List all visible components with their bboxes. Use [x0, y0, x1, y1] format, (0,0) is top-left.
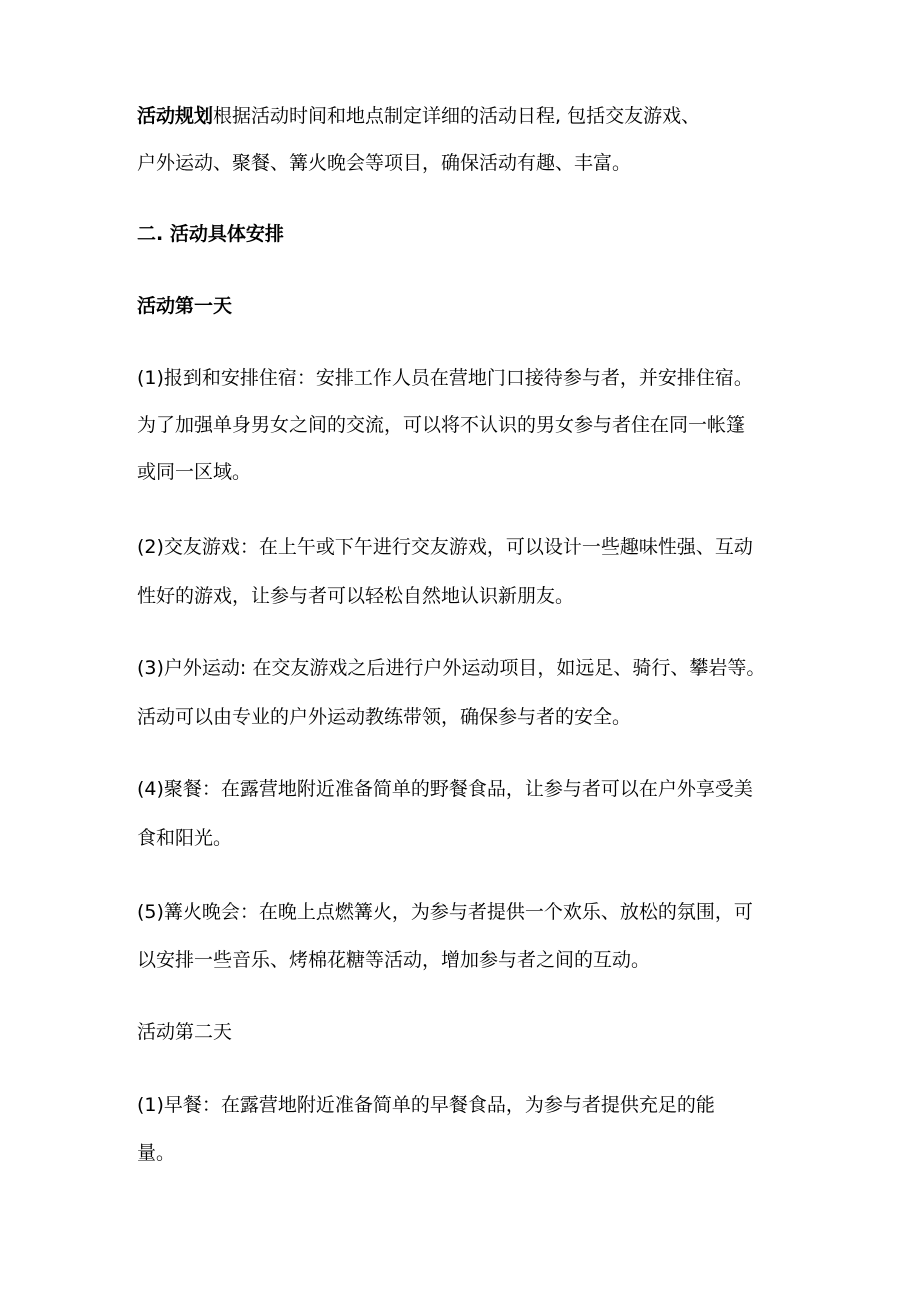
intro-line-2: 户外运动、聚餐、篝火晚会等项目，确保活动有趣、丰富。 — [137, 152, 632, 174]
intro-lead: 活动规划 — [137, 105, 214, 127]
day1-item-1-line-3: 或同一区域。 — [137, 461, 252, 483]
day1-item-3-line-2: 活动可以由专业的户外运动教练带领，确保参与者的安全。 — [137, 706, 632, 728]
day1-item-2-line-1: (2)交友游戏：在上午或下午进行交友游戏，可以设计一些趣味性强、互动 — [137, 536, 753, 558]
day1-item-1-line-1: (1)报到和安排住宿：安排工作人员在营地门口接待参与者，并安排住宿。 — [137, 367, 753, 389]
intro-line-1 — [137, 104, 700, 128]
day1-heading: 活动第一天 — [137, 295, 233, 317]
day1-item-1-line-2: 为了加强单身男女之间的交流，可以将不认识的男女参与者住在同一帐篷 — [137, 414, 746, 436]
day1-item-4-line-1: (4)聚餐：在露营地附近准备简单的野餐食品，让参与者可以在户外享受美 — [137, 778, 753, 800]
section-heading: 二. 活动具体安排 — [137, 223, 284, 245]
intro-line-1-text: 根据活动时间和地点制定详细的活动日程, 包括交友游戏、 — [213, 105, 701, 127]
day2-item-1-line-2: 量。 — [137, 1142, 176, 1164]
day2-heading: 活动第二天 — [137, 1021, 233, 1043]
day1-item-5-line-2: 以安排一些音乐、烤棉花糖等活动，增加参与者之间的互动。 — [137, 949, 651, 971]
day1-item-5-line-1: (5)篝火晚会：在晚上点燃篝火，为参与者提供一个欢乐、放松的氛围，可 — [137, 901, 753, 923]
day1-item-4-line-2: 食和阳光。 — [137, 827, 233, 849]
day1-item-2-line-2: 性好的游戏，让参与者可以轻松自然地认识新朋友。 — [137, 585, 575, 607]
day2-item-1-line-1: (1)早餐：在露营地附近准备简单的早餐食品，为参与者提供充足的能 — [137, 1094, 715, 1116]
day1-item-3-line-1: (3)户外运动: 在交友游戏之后进行户外运动项目，如远足、骑行、攀岩等。 — [137, 657, 766, 679]
